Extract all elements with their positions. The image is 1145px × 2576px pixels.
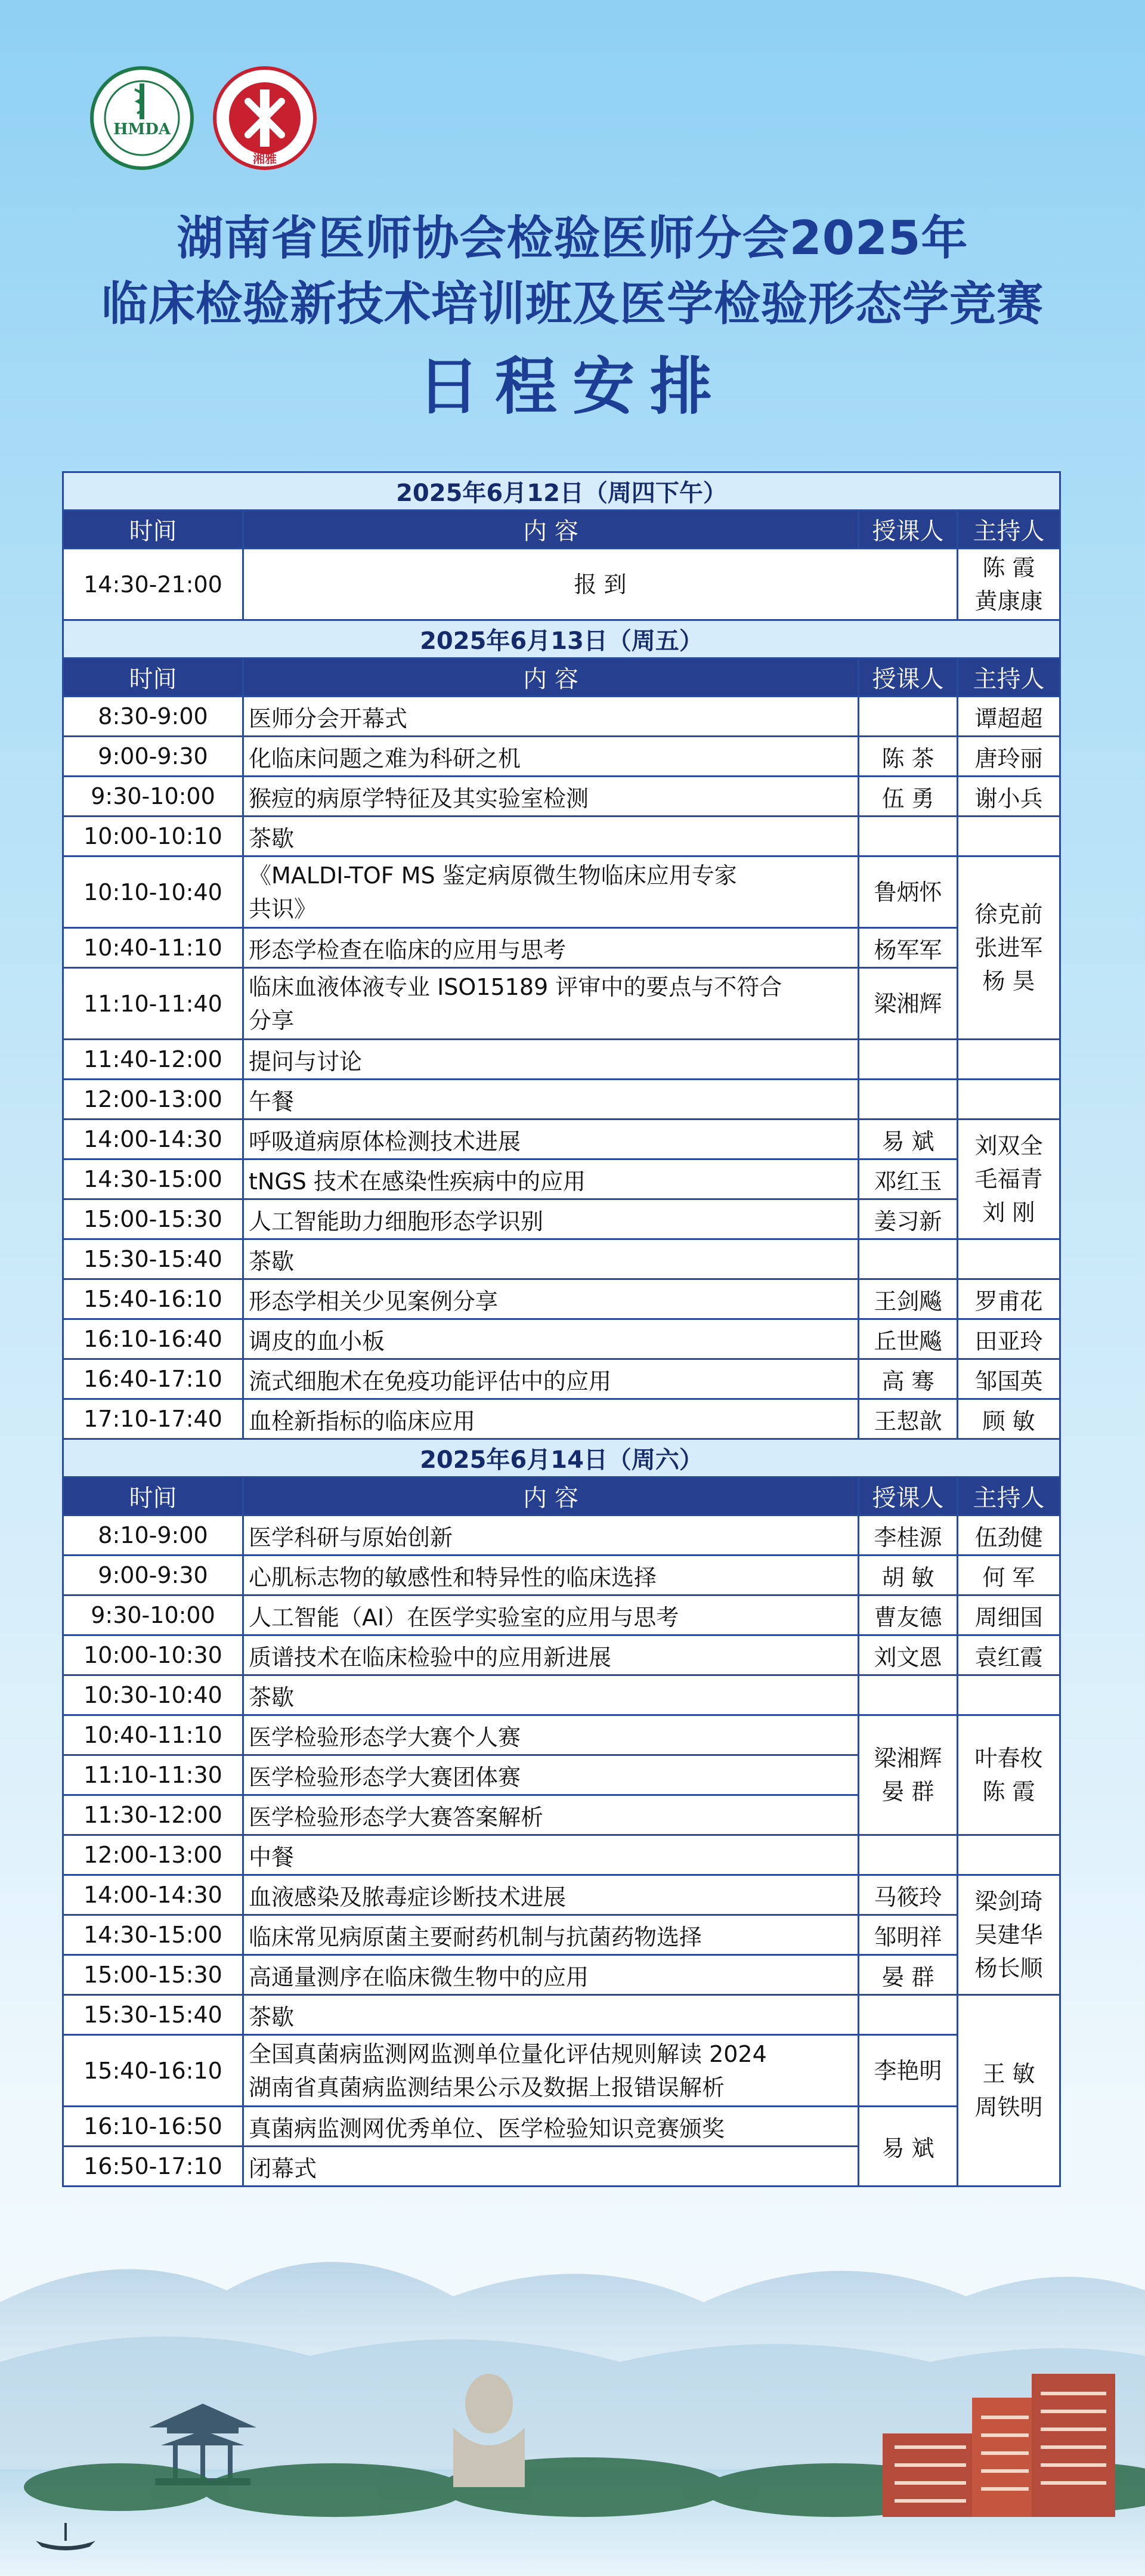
row-content: 医学检验形态学大赛团体赛 [243, 1755, 859, 1795]
row-content: 医师分会开幕式 [243, 697, 859, 737]
row-time: 14:30-15:00 [63, 1915, 243, 1955]
table-row [63, 1875, 1060, 1915]
header-content: 内 容 [243, 511, 859, 549]
page-title: 日程安排 [417, 350, 728, 423]
row-lecturer [859, 1835, 958, 1875]
table-row [63, 1239, 1060, 1279]
row-content: 提问与讨论 [243, 1040, 859, 1080]
row-time: 10:40-11:10 [63, 928, 243, 968]
row-lecturer: 邓红玉 [859, 1159, 958, 1199]
row-time: 14:00-14:30 [63, 1120, 243, 1159]
row-lecturer: 胡 敏 [859, 1556, 958, 1595]
row-host [958, 1835, 1060, 1875]
table-row [63, 1080, 1060, 1120]
row-host: 邹国英 [958, 1359, 1060, 1399]
row-time: 15:30-15:40 [63, 1995, 243, 2035]
lecturer-name: 晏 群 [881, 1779, 934, 1805]
row-time: 14:30-21:00 [63, 549, 243, 620]
table-row [63, 1359, 1060, 1399]
host-name: 杨 昊 [982, 968, 1035, 994]
header-time: 时间 [63, 1477, 243, 1516]
row-time: 15:30-15:40 [63, 1239, 243, 1279]
row-time: 15:40-16:10 [63, 2035, 243, 2107]
row-content: 高通量测序在临床微生物中的应用 [243, 1955, 859, 1995]
header-content: 内 容 [243, 658, 859, 697]
row-content: 人工智能助力细胞形态学识别 [243, 1199, 859, 1239]
row-host [958, 1080, 1060, 1120]
table-row [63, 2107, 1060, 2147]
row-content: 化临床问题之难为科研之机 [243, 737, 859, 777]
header-host: 主持人 [958, 1477, 1060, 1516]
row-lecturer: 丘世飚 [859, 1319, 958, 1359]
host-group [958, 1120, 1060, 1239]
row-time: 10:00-10:10 [63, 817, 243, 856]
row-time: 11:10-11:30 [63, 1755, 243, 1795]
row-time: 11:10-11:40 [63, 968, 243, 1040]
row-lecturer [859, 1040, 958, 1080]
table-row [63, 856, 1060, 928]
row-host: 田亚玲 [958, 1319, 1060, 1359]
host-group [958, 1715, 1060, 1835]
table-row [63, 928, 1060, 968]
day-header-0612: 2025年6月12日（周四下午） [63, 472, 1060, 511]
row-content-line: 《MALDI-TOF MS 鉴定病原微生物临床应用专家 [249, 862, 737, 889]
table-row [63, 1915, 1060, 1955]
row-lecturer: 高 骞 [859, 1359, 958, 1399]
row-content: tNGS 技术在感染性疾病中的应用 [243, 1159, 859, 1199]
day-header-0614: 2025年6月14日（周六） [63, 1439, 1060, 1477]
host-name: 叶春枚 [974, 1745, 1043, 1771]
table-row [63, 1040, 1060, 1080]
row-lecturer: 李艳明 [859, 2035, 958, 2107]
table-row [63, 697, 1060, 737]
row-lecturer: 马筱玲 [859, 1875, 958, 1915]
row-content: 血栓新指标的临床应用 [243, 1399, 859, 1439]
day-header-0613: 2025年6月13日（周五） [63, 620, 1060, 658]
row-content: 茶歇 [243, 1995, 859, 2035]
row-time: 14:00-14:30 [63, 1875, 243, 1915]
row-host: 唐玲丽 [958, 737, 1060, 777]
hmda-logo-text: HMDA [113, 120, 171, 138]
header-lecturer: 授课人 [859, 511, 958, 549]
row-content [243, 968, 859, 1040]
row-host [958, 1040, 1060, 1080]
row-host [958, 817, 1060, 856]
row-lecturer: 邹明祥 [859, 1915, 958, 1955]
row-host: 伍劲健 [958, 1516, 1060, 1556]
row-lecturer: 刘文恩 [859, 1635, 958, 1675]
row-time: 16:10-16:40 [63, 1319, 243, 1359]
row-time: 9:30-10:00 [63, 1595, 243, 1635]
table-row [63, 1556, 1060, 1595]
row-content [243, 2035, 859, 2107]
row-time: 10:00-10:30 [63, 1635, 243, 1675]
row-time: 16:40-17:10 [63, 1359, 243, 1399]
lecturer-name: 梁湘辉 [874, 1745, 942, 1771]
header-time: 时间 [63, 511, 243, 549]
row-content: 真菌病监测网优秀单位、医学检验知识竞赛颁奖 [243, 2107, 859, 2147]
table-row [63, 737, 1060, 777]
row-content: 调皮的血小板 [243, 1319, 859, 1359]
row-host: 谭超超 [958, 697, 1060, 737]
row-time: 11:30-12:00 [63, 1795, 243, 1835]
row-host [958, 1239, 1060, 1279]
header-lecturer: 授课人 [859, 1477, 958, 1516]
table-row [63, 1516, 1060, 1556]
row-content: 流式细胞术在免疫功能评估中的应用 [243, 1359, 859, 1399]
row-host [958, 549, 1060, 620]
row-time: 12:00-13:00 [63, 1835, 243, 1875]
row-lecturer: 晏 群 [859, 1955, 958, 1995]
row-content: 形态学相关少见案例分享 [243, 1279, 859, 1319]
row-host: 袁红霞 [958, 1635, 1060, 1675]
row-time: 9:00-9:30 [63, 1556, 243, 1595]
table-row [63, 1675, 1060, 1715]
host-name: 梁剑琦 [974, 1888, 1043, 1915]
table-row [63, 1399, 1060, 1439]
table-row [63, 1120, 1060, 1159]
row-content: 中餐 [243, 1835, 859, 1875]
logo-group [89, 66, 328, 179]
host-name: 徐克前 [974, 901, 1043, 927]
header-lecturer: 授课人 [859, 658, 958, 697]
host-name: 王 敏 [982, 2061, 1035, 2087]
row-content: 猴痘的病原学特征及其实验室检测 [243, 777, 859, 817]
row-content [243, 856, 859, 928]
row-content-line: 临床血液体液专业 ISO15189 评审中的要点与不符合 [249, 973, 782, 1000]
row-lecturer: 易 斌 [859, 1120, 958, 1159]
table-row [63, 1835, 1060, 1875]
header-content: 内 容 [243, 1477, 859, 1516]
row-lecturer: 姜习新 [859, 1199, 958, 1239]
table-row [63, 1279, 1060, 1319]
row-time: 10:10-10:40 [63, 856, 243, 928]
row-host: 何 军 [958, 1556, 1060, 1595]
schedule-table [62, 471, 1061, 2187]
row-content: 心肌标志物的敏感性和特异性的临床选择 [243, 1556, 859, 1595]
landscape-icon [0, 2207, 1145, 2576]
row-content-line: 湖南省真菌病监测结果公示及数据上报错误解析 [249, 2074, 725, 2101]
host-name: 陈 霞 [982, 554, 1035, 581]
header-host: 主持人 [958, 511, 1060, 549]
row-time: 15:40-16:10 [63, 1279, 243, 1319]
table-row [63, 1635, 1060, 1675]
row-content: 医学检验形态学大赛个人赛 [243, 1715, 859, 1755]
table-row [63, 817, 1060, 856]
row-lecturer [859, 1080, 958, 1120]
row-host: 周细国 [958, 1595, 1060, 1635]
row-content: 午餐 [243, 1080, 859, 1120]
row-lecturer [859, 1239, 958, 1279]
host-name: 刘 刚 [982, 1199, 1035, 1226]
xiangya-logo-text: 湘雅 [253, 151, 277, 166]
host-group [958, 856, 1060, 1040]
row-time: 14:30-15:00 [63, 1159, 243, 1199]
xiangya-logo [212, 66, 317, 171]
row-time: 8:30-9:00 [63, 697, 243, 737]
lecturer-group: 易 斌 [859, 2107, 958, 2187]
table-row [63, 549, 1060, 620]
header-time: 时间 [63, 658, 243, 697]
row-lecturer [859, 1995, 958, 2035]
table-row [63, 777, 1060, 817]
hmda-emblem-icon [89, 66, 194, 171]
title-line-1: 湖南省医师协会检验医师分会2025年 [177, 212, 968, 265]
row-content: 临床常见病原菌主要耐药机制与抗菌药物选择 [243, 1915, 859, 1955]
row-lecturer: 李桂源 [859, 1516, 958, 1556]
row-content-line: 共识》 [249, 895, 317, 922]
row-lecturer: 伍 勇 [859, 777, 958, 817]
row-time: 11:40-12:00 [63, 1040, 243, 1080]
row-time: 12:00-13:00 [63, 1080, 243, 1120]
row-lecturer [859, 697, 958, 737]
row-time: 15:00-15:30 [63, 1955, 243, 1995]
row-time: 17:10-17:40 [63, 1399, 243, 1439]
row-host: 罗甫花 [958, 1279, 1060, 1319]
row-content: 血液感染及脓毒症诊断技术进展 [243, 1875, 859, 1915]
lecturer-group [859, 1715, 958, 1835]
row-host [958, 1675, 1060, 1715]
row-time: 10:40-11:10 [63, 1715, 243, 1755]
row-time: 8:10-9:00 [63, 1516, 243, 1556]
row-content: 闭幕式 [243, 2147, 859, 2187]
row-lecturer [859, 1675, 958, 1715]
row-content-line: 分享 [249, 1007, 295, 1034]
row-time: 9:00-9:30 [63, 737, 243, 777]
title-line-2: 临床检验新技术培训班及医学检验形态学竞赛 [101, 277, 1044, 331]
host-name: 张进军 [974, 935, 1043, 961]
title-block [0, 206, 1145, 431]
row-lecturer: 陈 茶 [859, 737, 958, 777]
row-lecturer: 鲁炳怀 [859, 856, 958, 928]
row-lecturer: 王剑飚 [859, 1279, 958, 1319]
row-lecturer [859, 817, 958, 856]
row-lecturer: 杨军军 [859, 928, 958, 968]
table-row [63, 1715, 1060, 1755]
row-host: 顾 敏 [958, 1399, 1060, 1439]
table-row [63, 968, 1060, 1040]
host-name: 刘双全 [974, 1133, 1043, 1159]
host-group [958, 1875, 1060, 1995]
row-content: 报 到 [243, 549, 958, 620]
table-row [63, 1995, 1060, 2035]
row-content: 茶歇 [243, 1239, 859, 1279]
row-time: 15:00-15:30 [63, 1199, 243, 1239]
table-row [63, 1595, 1060, 1635]
row-content: 形态学检查在临床的应用与思考 [243, 928, 859, 968]
row-content-line: 全国真菌病监测网监测单位量化评估规则解读 2024 [249, 2040, 767, 2067]
row-lecturer: 曹友德 [859, 1595, 958, 1635]
header-host: 主持人 [958, 658, 1060, 697]
table-row [63, 1955, 1060, 1995]
table-row [63, 1319, 1060, 1359]
host-name: 黄康康 [974, 587, 1043, 614]
host-name: 周铁明 [974, 2094, 1043, 2120]
row-time: 16:50-17:10 [63, 2147, 243, 2187]
row-content: 茶歇 [243, 817, 859, 856]
host-name: 吴建华 [974, 1922, 1043, 1948]
row-host: 谢小兵 [958, 777, 1060, 817]
row-time: 16:10-16:50 [63, 2107, 243, 2147]
row-time: 10:30-10:40 [63, 1675, 243, 1715]
host-name: 陈 霞 [982, 1779, 1035, 1805]
row-content: 医学检验形态学大赛答案解析 [243, 1795, 859, 1835]
host-group [958, 1995, 1060, 2187]
row-content: 人工智能（AI）在医学实验室的应用与思考 [243, 1595, 859, 1635]
row-content: 质谱技术在临床检验中的应用新进展 [243, 1635, 859, 1675]
row-content: 医学科研与原始创新 [243, 1516, 859, 1556]
row-lecturer: 梁湘辉 [859, 968, 958, 1040]
row-time: 9:30-10:00 [63, 777, 243, 817]
table-row [63, 1159, 1060, 1199]
row-lecturer: 王恝歆 [859, 1399, 958, 1439]
table-row [63, 2035, 1060, 2107]
host-name: 毛福青 [974, 1166, 1043, 1192]
host-name: 杨长顺 [974, 1955, 1043, 1981]
table-row [63, 1199, 1060, 1239]
hmda-logo [89, 66, 194, 171]
row-content: 茶歇 [243, 1675, 859, 1715]
row-content: 呼吸道病原体检测技术进展 [243, 1120, 859, 1159]
scenery-illustration [0, 2207, 1145, 2576]
